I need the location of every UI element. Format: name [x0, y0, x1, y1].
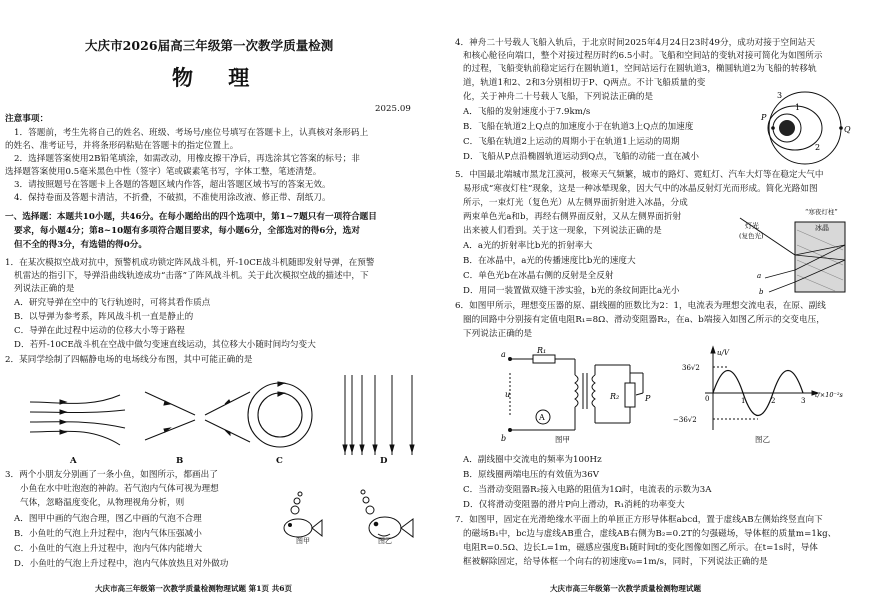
notice-line: 的姓名、准考证号，并将条形码粘贴在答题卡的指定位置上。 [5, 141, 239, 151]
q5-stem: 5．中国最北端城市黑龙江漠河，极寒天气频繁，城市的路灯、霓虹灯、汽车大灯等在稳定大气中 [455, 170, 824, 180]
graph-xtick-1: 1 [741, 397, 746, 405]
left-footer: 大庆市高三年级第一次教学质量检测物理试题 第1页 共6页 [95, 584, 293, 593]
q4-stem: 4．神舟二十号载人飞船入轨后，于北京时间2025年4月24日23时49分，成功对接于空间站天 [455, 38, 816, 48]
q5-option-c: C．单色光b在冰晶右侧的反射是全反射 [463, 271, 614, 281]
voltage-label-u: u [505, 390, 511, 399]
lamp-label: 灯光 [745, 222, 759, 230]
section1-instruction: 但不全的得3分，有选错的得0分。 [14, 240, 148, 250]
q2-field-diagrams [0, 370, 435, 470]
q2-label-b: B [176, 456, 184, 466]
field-diagram-b [145, 392, 250, 442]
q4-orbit-diagram [755, 88, 855, 166]
ice-label: 冰晶 [815, 224, 829, 232]
pillar-label: “寒夜灯柱” [805, 208, 838, 216]
q6-option-b: B．原线圈两端电压的有效值为36V [463, 470, 600, 480]
q1-option-b: B．以导弹为参考系，阵风战斗机一直是静止的 [14, 312, 194, 322]
q1-option-a: A．研究导弹在空中的飞行轨迹时，可将其看作质点 [14, 298, 211, 308]
graph-ytick-neg: −36√2 [673, 416, 697, 424]
q2-label-a: A [70, 456, 77, 466]
right-page [435, 0, 870, 615]
q3-option-d: D．小鱼吐的气泡上升过程中，泡内气体放热且对外做功 [14, 559, 229, 569]
q6-option-d: D．仅将滑动变阻器的滑片P向上滑动，R₁消耗的功率变大 [463, 500, 685, 510]
q4-stem: 化，关于神舟二十号载人飞船，下列说法正确的是 [463, 92, 654, 102]
q2-label-c: C [276, 456, 283, 466]
q6-option-a: A．副线圈中交流电的频率为100Hz [463, 455, 602, 465]
graph-xtick-3: 3 [801, 397, 806, 405]
q5-stem: 所示，一束灯光（复色光）从左侧界面折射进入冰晶，分成 [463, 198, 688, 208]
graph-xlabel: t/×10⁻²s [815, 391, 843, 399]
q1-stem: 1．在某次模拟空战对抗中，预警机成功锁定阵风战斗机，歼-10CE战斗机随即发射导弹，在预警 [5, 258, 375, 268]
notice-line: 4．保持卷面及答题卡清洁，不折叠，不破损，不准使用涂改液、修正带、刮纸刀。 [14, 193, 331, 203]
resistor-label-r1: R₁ [537, 346, 547, 355]
resistor-label-r2: R₂ [610, 392, 620, 401]
fish-yi-image [361, 490, 413, 539]
slider-label-p: P [645, 394, 651, 403]
q4-stem: 和核心舱径向端口，整个对接过程历时约6.5小时。飞船和空间站的变轨对接可简化为如图所示 [463, 51, 823, 61]
q5-option-a: A．a光的折射率比b光的折射率大 [463, 241, 593, 251]
earth-icon [779, 120, 795, 136]
q5-stem: 两束单色光a和b，再经右侧界面反射，又从左侧界面折射 [463, 212, 682, 222]
orbit-label-3: 3 [777, 91, 783, 100]
q1-option-d: D．若歼-10CE战斗机在空战中做匀变速直线运动，其位移大小随时间均匀变大 [14, 340, 316, 350]
section1-instruction: 一、选择题：本题共10小题，共46分。在每小题给出的四个选项中，第1~7题只有一项符合题目 [5, 212, 377, 222]
field-diagram-a [30, 395, 125, 445]
notice-line: 选择题答案使用0.5毫米黑色中性（签字）笔或碳素笔书写，字体工整，笔迹清楚。 [5, 167, 322, 177]
q2-stem: 2．某同学绘制了四幅静电场的电场线分布图，其中可能正确的是 [5, 355, 253, 365]
orbit-label-2: 2 [815, 143, 821, 152]
q5-stem: 出来被人们看到。关于这一现象，下列说法正确的是 [463, 226, 662, 236]
q4-stem: 道，轨道1和2、2和3分别相切于P、Q两点。不计飞船质量的变 [463, 78, 706, 88]
q6-stem: 下列说法正确的是 [463, 329, 533, 339]
q6-voltage-graph [665, 345, 865, 435]
q6-circuit-diagram [495, 345, 665, 450]
graph-origin: 0 [705, 395, 710, 403]
q4-stem: 的过程，飞船变轨前稳定运行在圆轨道1，空间站运行在圆轨道3，椭圆轨道2为飞船的转移轨 [463, 64, 817, 74]
notice-title: 注意事项： [5, 114, 49, 124]
terminal-label-a: a [501, 350, 506, 359]
q6-fig-jia-caption: 图甲 [555, 435, 571, 444]
q6-stem: 圈的回路中分别接有定值电阻R₁=8Ω、滑动变阻器R₂，在a、b端接入如图乙所示的交变电压， [463, 315, 825, 325]
q3-stem: 小鱼在水中吐泡泡的神韵。若气泡内气体可视为理想 [20, 484, 219, 494]
q2-label-d: D [380, 456, 388, 466]
orbit-label-1: 1 [795, 103, 801, 112]
exam-title: 大庆市2026届高三年级第一次教学质量检测 [85, 38, 334, 53]
q7-stem: 电阻R=0.5Ω、边长L=1m，磁感应强度B₁随时间t的变化图像如图乙所示。在t=1s时，导体 [463, 543, 818, 553]
q5-stem: 易形成“寒夜灯柱”现象，这是一种冰晕现象，因大气中的冰晶反射灯光而形成。简化光路如图 [463, 184, 818, 194]
q3-option-a: A．图甲中画的气泡合理，图乙中画的气泡不合理 [14, 514, 202, 524]
right-footer: 大庆市高三年级第一次教学质量检测物理试题 [550, 584, 701, 593]
q4-option-d: D．飞船从P点沿椭圆轨道运动到Q点，飞船的动能一直在减小 [463, 152, 699, 162]
q6-stem: 6．如图甲所示，理想变压器的原、副线圈的匝数比为2：1，电流表为理想交流电表，在原、副线 [455, 301, 826, 311]
notice-line: 1．答题前，考生先将自己的姓名、班级、考场号/座位号填写在答题卡上，认真核对条形码上 [14, 128, 369, 138]
q6-option-c: C．当滑动变阻器R₂接入电路的阻值为1Ω时，电流表的示数为3A [463, 485, 712, 495]
section1-instruction: 要求，每小题4分；第8~10题有多项符合题目要求，每小题6分，全部选对的得6分，选对 [14, 226, 360, 236]
graph-ylabel: u/V [717, 349, 729, 357]
graph-xtick-2: 2 [771, 397, 776, 405]
ray-label-b: b [759, 288, 764, 296]
terminal-label-b: b [501, 434, 507, 443]
q3-option-b: B．小鱼吐的气泡上升过程中，泡内气体压强减小 [14, 529, 202, 539]
q3-fig-yi-caption: 图乙 [378, 537, 393, 545]
q5-ice-crystal-diagram [735, 200, 865, 300]
notice-line: 2．选择题答案使用2B铅笔填涂，如需改动，用橡皮擦干净后，再选涂其它答案的标号；非 [14, 154, 360, 164]
exam-date: 2025.09 [375, 104, 411, 114]
fish-jia-image [284, 492, 322, 537]
q7-stem: 的磁场B₁中，bc边与虚线AB重合，虚线AB右侧为B₂=0.2T的匀强磁场，导体框的质量m=1kg、 [463, 529, 837, 539]
subject-title: 物 理 [172, 65, 264, 90]
q6-fig-yi-caption: 图乙 [755, 435, 771, 444]
ray-label-a: a [757, 272, 762, 280]
q4-option-b: B．飞船在轨道2上Q点的加速度小于在轨道3上Q点的加速度 [463, 122, 694, 132]
q3-option-c: C．小鱼吐的气泡上升过程中，泡内气体内能增大 [14, 544, 203, 554]
q1-stem: 机雷达的指引下，导弹沿曲线轨迹成功“击落”了阵风战斗机。关于此次模拟空战的描述中，下 [14, 271, 369, 281]
q3-fig-jia-caption: 图甲 [296, 537, 311, 545]
q3-stem: 气体，忽略温度变化，从物理视角分析，则 [20, 498, 185, 508]
ammeter-label: A [539, 413, 545, 422]
q1-stem: 列说法正确的是 [14, 284, 75, 294]
q7-stem: 框被解除固定，给导体框一个向右的初速度v₀=1m/s，同时，下列说法正确的是 [463, 557, 768, 567]
orbit-label-p: P [761, 113, 767, 122]
q7-stem: 7．如图甲，固定在光滑绝缘水平面上的单匝正方形导体框abcd，置于虚线AB左侧始终竖直向下 [455, 515, 823, 525]
field-diagram-c [248, 382, 312, 447]
orbit-label-q: Q [844, 125, 851, 134]
lamp-sublabel: (复色光) [739, 232, 764, 240]
q5-option-d: D．用同一装置做双缝干涉实验，b光的条纹间距比a光小 [463, 286, 680, 296]
q5-option-b: B．在冰晶中，a光的传播速度比b光的速度大 [463, 256, 636, 266]
q4-option-c: C．飞船在轨道2上运动的周期小于在轨道1上运动的周期 [463, 137, 680, 147]
field-diagram-d [343, 375, 414, 455]
q1-option-c: C．导弹在此过程中运动的位移大小等于路程 [14, 326, 185, 336]
q4-option-a: A．飞船的发射速度小于7.9km/s [463, 107, 591, 117]
q3-stem: 3．两个小朋友分别画了一条小鱼，如图所示，都画出了 [5, 470, 218, 480]
q3-fish-figures [270, 488, 430, 548]
graph-ytick-pos: 36√2 [682, 364, 700, 372]
notice-line: 3．请按照题号在答题卡上各题的答题区域内作答，超出答题区域书写的答案无效。 [14, 180, 331, 190]
